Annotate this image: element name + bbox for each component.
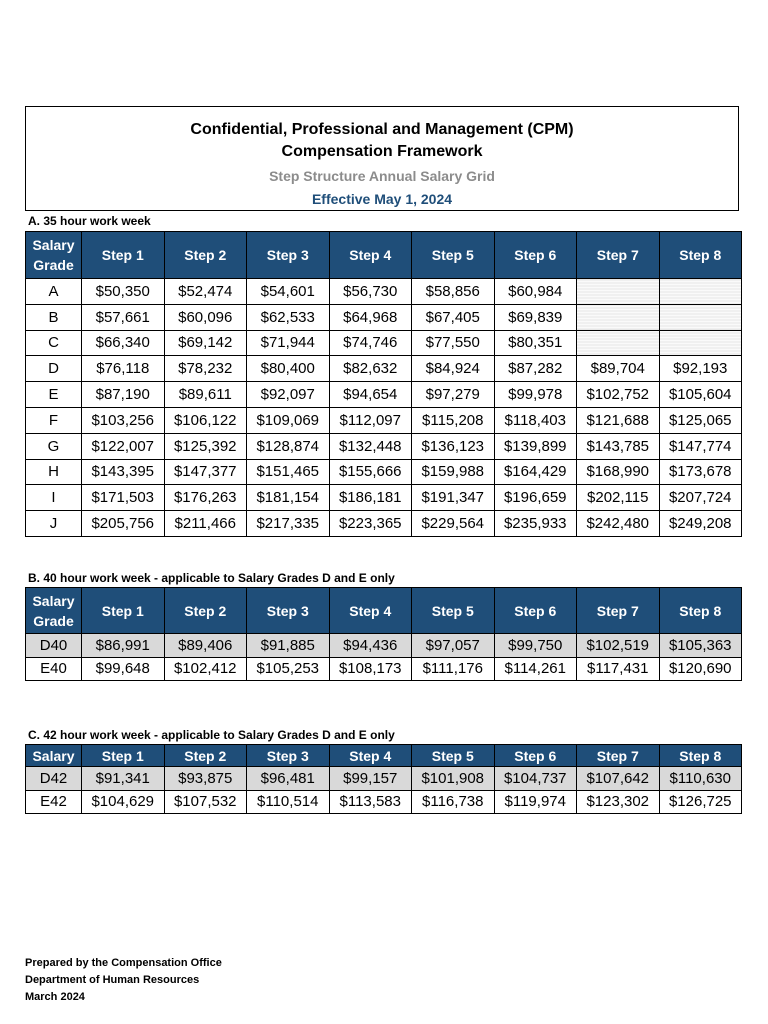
salary-cell: $173,678 <box>659 459 742 485</box>
salary-cell: $147,774 <box>659 433 742 459</box>
salary-cell: $102,412 <box>164 657 247 681</box>
salary-cell: $67,405 <box>412 304 495 330</box>
grade-cell: D42 <box>26 767 82 791</box>
col-header-step-7: Step 7 <box>577 232 660 279</box>
salary-cell: $78,232 <box>164 356 247 382</box>
salary-cell: $120,690 <box>659 657 742 681</box>
salary-cell: $147,377 <box>164 459 247 485</box>
salary-cell: $91,885 <box>247 634 330 658</box>
col-header-step-8: Step 8 <box>659 588 742 634</box>
col-header-step-4: Step 4 <box>329 745 412 767</box>
salary-cell: $64,968 <box>329 304 412 330</box>
empty-cell <box>659 330 742 356</box>
grade-cell: B <box>26 304 82 330</box>
salary-cell: $136,123 <box>412 433 495 459</box>
salary-cell: $235,933 <box>494 511 577 537</box>
salary-cell: $128,874 <box>247 433 330 459</box>
table-header-row <box>26 588 742 634</box>
salary-table-35-hour <box>25 231 742 537</box>
table-row <box>26 356 742 382</box>
salary-cell: $111,176 <box>412 657 495 681</box>
salary-cell: $105,604 <box>659 382 742 408</box>
salary-cell: $168,990 <box>577 459 660 485</box>
table-row <box>26 433 742 459</box>
col-header-step-3: Step 3 <box>247 745 330 767</box>
salary-cell: $176,263 <box>164 485 247 511</box>
table-row <box>26 790 742 814</box>
salary-cell: $108,173 <box>329 657 412 681</box>
grade-cell: F <box>26 407 82 433</box>
table-row <box>26 304 742 330</box>
salary-cell: $229,564 <box>412 511 495 537</box>
salary-cell: $80,400 <box>247 356 330 382</box>
document-subtitle: Compensation Framework <box>281 143 483 160</box>
salary-cell: $121,688 <box>577 407 660 433</box>
col-header-step-5: Step 5 <box>412 232 495 279</box>
empty-cell <box>577 279 660 305</box>
salary-cell: $54,601 <box>247 279 330 305</box>
salary-cell: $115,208 <box>412 407 495 433</box>
grade-cell: H <box>26 459 82 485</box>
salary-cell: $139,899 <box>494 433 577 459</box>
salary-cell: $143,395 <box>82 459 165 485</box>
salary-cell: $99,978 <box>494 382 577 408</box>
col-header-step-8: Step 8 <box>659 745 742 767</box>
salary-cell: $112,097 <box>329 407 412 433</box>
salary-cell: $103,256 <box>82 407 165 433</box>
salary-cell: $110,630 <box>659 767 742 791</box>
col-header-step-4: Step 4 <box>329 588 412 634</box>
title-box <box>25 106 739 211</box>
grade-cell: G <box>26 433 82 459</box>
col-header-salary-grade: Salary Grade <box>26 232 82 279</box>
salary-cell: $105,253 <box>247 657 330 681</box>
salary-cell: $62,533 <box>247 304 330 330</box>
salary-cell: $87,282 <box>494 356 577 382</box>
salary-cell: $125,392 <box>164 433 247 459</box>
salary-cell: $125,065 <box>659 407 742 433</box>
grade-cell: C <box>26 330 82 356</box>
col-header-step-3: Step 3 <box>247 232 330 279</box>
col-header-step-5: Step 5 <box>412 588 495 634</box>
salary-cell: $60,096 <box>164 304 247 330</box>
table-row <box>26 279 742 305</box>
empty-cell <box>659 279 742 305</box>
document-title: Confidential, Professional and Management (CPM) <box>190 121 574 138</box>
col-header-step-1: Step 1 <box>82 745 165 767</box>
col-header-step-6: Step 6 <box>494 745 577 767</box>
salary-cell: $223,365 <box>329 511 412 537</box>
salary-cell: $66,340 <box>82 330 165 356</box>
footer <box>25 955 222 1006</box>
col-header-step-1: Step 1 <box>82 588 165 634</box>
effective-date: Effective May 1, 2024 <box>311 191 453 207</box>
grade-cell: E42 <box>26 790 82 814</box>
col-header-step-2: Step 2 <box>164 232 247 279</box>
salary-cell: $57,661 <box>82 304 165 330</box>
salary-cell: $132,448 <box>329 433 412 459</box>
col-header-step-2: Step 2 <box>164 588 247 634</box>
grade-cell: E40 <box>26 657 82 681</box>
footer-department: Department of Human Resources <box>25 974 200 986</box>
salary-cell: $119,974 <box>494 790 577 814</box>
salary-cell: $117,431 <box>577 657 660 681</box>
salary-table-40-hour <box>25 587 742 681</box>
salary-cell: $77,550 <box>412 330 495 356</box>
salary-cell: $105,363 <box>659 634 742 658</box>
salary-cell: $99,648 <box>82 657 165 681</box>
grade-cell: I <box>26 485 82 511</box>
salary-cell: $99,157 <box>329 767 412 791</box>
salary-cell: $93,875 <box>164 767 247 791</box>
salary-cell: $80,351 <box>494 330 577 356</box>
grade-cell: A <box>26 279 82 305</box>
empty-cell <box>577 330 660 356</box>
salary-cell: $94,654 <box>329 382 412 408</box>
salary-cell: $143,785 <box>577 433 660 459</box>
table-row <box>26 485 742 511</box>
salary-cell: $181,154 <box>247 485 330 511</box>
salary-cell: $52,474 <box>164 279 247 305</box>
salary-cell: $69,839 <box>494 304 577 330</box>
table-row <box>26 767 742 791</box>
col-header-step-6: Step 6 <box>494 232 577 279</box>
salary-cell: $97,057 <box>412 634 495 658</box>
salary-table-42-hour <box>25 744 742 814</box>
salary-cell: $86,991 <box>82 634 165 658</box>
empty-cell <box>577 304 660 330</box>
salary-cell: $101,908 <box>412 767 495 791</box>
salary-cell: $89,704 <box>577 356 660 382</box>
salary-cell: $107,532 <box>164 790 247 814</box>
salary-cell: $69,142 <box>164 330 247 356</box>
salary-cell: $211,466 <box>164 511 247 537</box>
empty-cell <box>659 304 742 330</box>
grade-cell: E <box>26 382 82 408</box>
grid-description: Step Structure Annual Salary Grid <box>269 168 495 184</box>
grade-cell: D <box>26 356 82 382</box>
salary-cell: $242,480 <box>577 511 660 537</box>
salary-cell: $92,193 <box>659 356 742 382</box>
salary-cell: $164,429 <box>494 459 577 485</box>
salary-cell: $171,503 <box>82 485 165 511</box>
table-row <box>26 407 742 433</box>
salary-cell: $109,069 <box>247 407 330 433</box>
grade-cell: D40 <box>26 634 82 658</box>
col-header-salary-grade: Salary Grade <box>26 588 82 634</box>
table-row <box>26 657 742 681</box>
salary-cell: $126,725 <box>659 790 742 814</box>
salary-cell: $207,724 <box>659 485 742 511</box>
salary-cell: $74,746 <box>329 330 412 356</box>
salary-cell: $94,436 <box>329 634 412 658</box>
table-row <box>26 382 742 408</box>
salary-cell: $58,856 <box>412 279 495 305</box>
col-header-step-4: Step 4 <box>329 232 412 279</box>
col-header-step-8: Step 8 <box>659 232 742 279</box>
salary-cell: $91,341 <box>82 767 165 791</box>
salary-cell: $56,730 <box>329 279 412 305</box>
salary-cell: $110,514 <box>247 790 330 814</box>
salary-cell: $106,122 <box>164 407 247 433</box>
table-header-row <box>26 232 742 279</box>
col-header-salary-grade: Salary <box>26 745 82 767</box>
col-header-step-6: Step 6 <box>494 588 577 634</box>
salary-cell: $104,629 <box>82 790 165 814</box>
salary-cell: $104,737 <box>494 767 577 791</box>
col-header-step-1: Step 1 <box>82 232 165 279</box>
salary-cell: $102,519 <box>577 634 660 658</box>
salary-cell: $191,347 <box>412 485 495 511</box>
salary-cell: $202,115 <box>577 485 660 511</box>
salary-cell: $118,403 <box>494 407 577 433</box>
footer-date: March 2024 <box>25 991 85 1003</box>
table-row <box>26 330 742 356</box>
salary-cell: $186,181 <box>329 485 412 511</box>
salary-cell: $89,406 <box>164 634 247 658</box>
salary-cell: $114,261 <box>494 657 577 681</box>
col-header-step-7: Step 7 <box>577 745 660 767</box>
salary-cell: $60,984 <box>494 279 577 305</box>
salary-cell: $155,666 <box>329 459 412 485</box>
col-header-step-3: Step 3 <box>247 588 330 634</box>
footer-prepared-by: Prepared by the Compensation Office <box>25 957 222 969</box>
salary-cell: $82,632 <box>329 356 412 382</box>
salary-cell: $122,007 <box>82 433 165 459</box>
salary-cell: $205,756 <box>82 511 165 537</box>
col-header-step-2: Step 2 <box>164 745 247 767</box>
col-header-step-7: Step 7 <box>577 588 660 634</box>
salary-cell: $97,279 <box>412 382 495 408</box>
salary-cell: $89,611 <box>164 382 247 408</box>
salary-cell: $159,988 <box>412 459 495 485</box>
salary-cell: $92,097 <box>247 382 330 408</box>
salary-cell: $76,118 <box>82 356 165 382</box>
table-row <box>26 511 742 537</box>
grade-cell: J <box>26 511 82 537</box>
salary-cell: $50,350 <box>82 279 165 305</box>
salary-cell: $107,642 <box>577 767 660 791</box>
salary-cell: $249,208 <box>659 511 742 537</box>
section-a-label: A. 35 hour work week <box>28 214 151 228</box>
table-row <box>26 634 742 658</box>
salary-cell: $84,924 <box>412 356 495 382</box>
section-b-label: B. 40 hour work week - applicable to Salary Grades D and E only <box>28 571 395 585</box>
salary-cell: $99,750 <box>494 634 577 658</box>
salary-cell: $196,659 <box>494 485 577 511</box>
salary-cell: $116,738 <box>412 790 495 814</box>
section-c-label: C. 42 hour work week - applicable to Salary Grades D and E only <box>28 728 395 742</box>
table-row <box>26 459 742 485</box>
salary-cell: $87,190 <box>82 382 165 408</box>
salary-cell: $151,465 <box>247 459 330 485</box>
salary-cell: $113,583 <box>329 790 412 814</box>
salary-cell: $102,752 <box>577 382 660 408</box>
salary-cell: $71,944 <box>247 330 330 356</box>
table-header-row <box>26 745 742 767</box>
salary-cell: $123,302 <box>577 790 660 814</box>
salary-cell: $96,481 <box>247 767 330 791</box>
salary-cell: $217,335 <box>247 511 330 537</box>
col-header-step-5: Step 5 <box>412 745 495 767</box>
